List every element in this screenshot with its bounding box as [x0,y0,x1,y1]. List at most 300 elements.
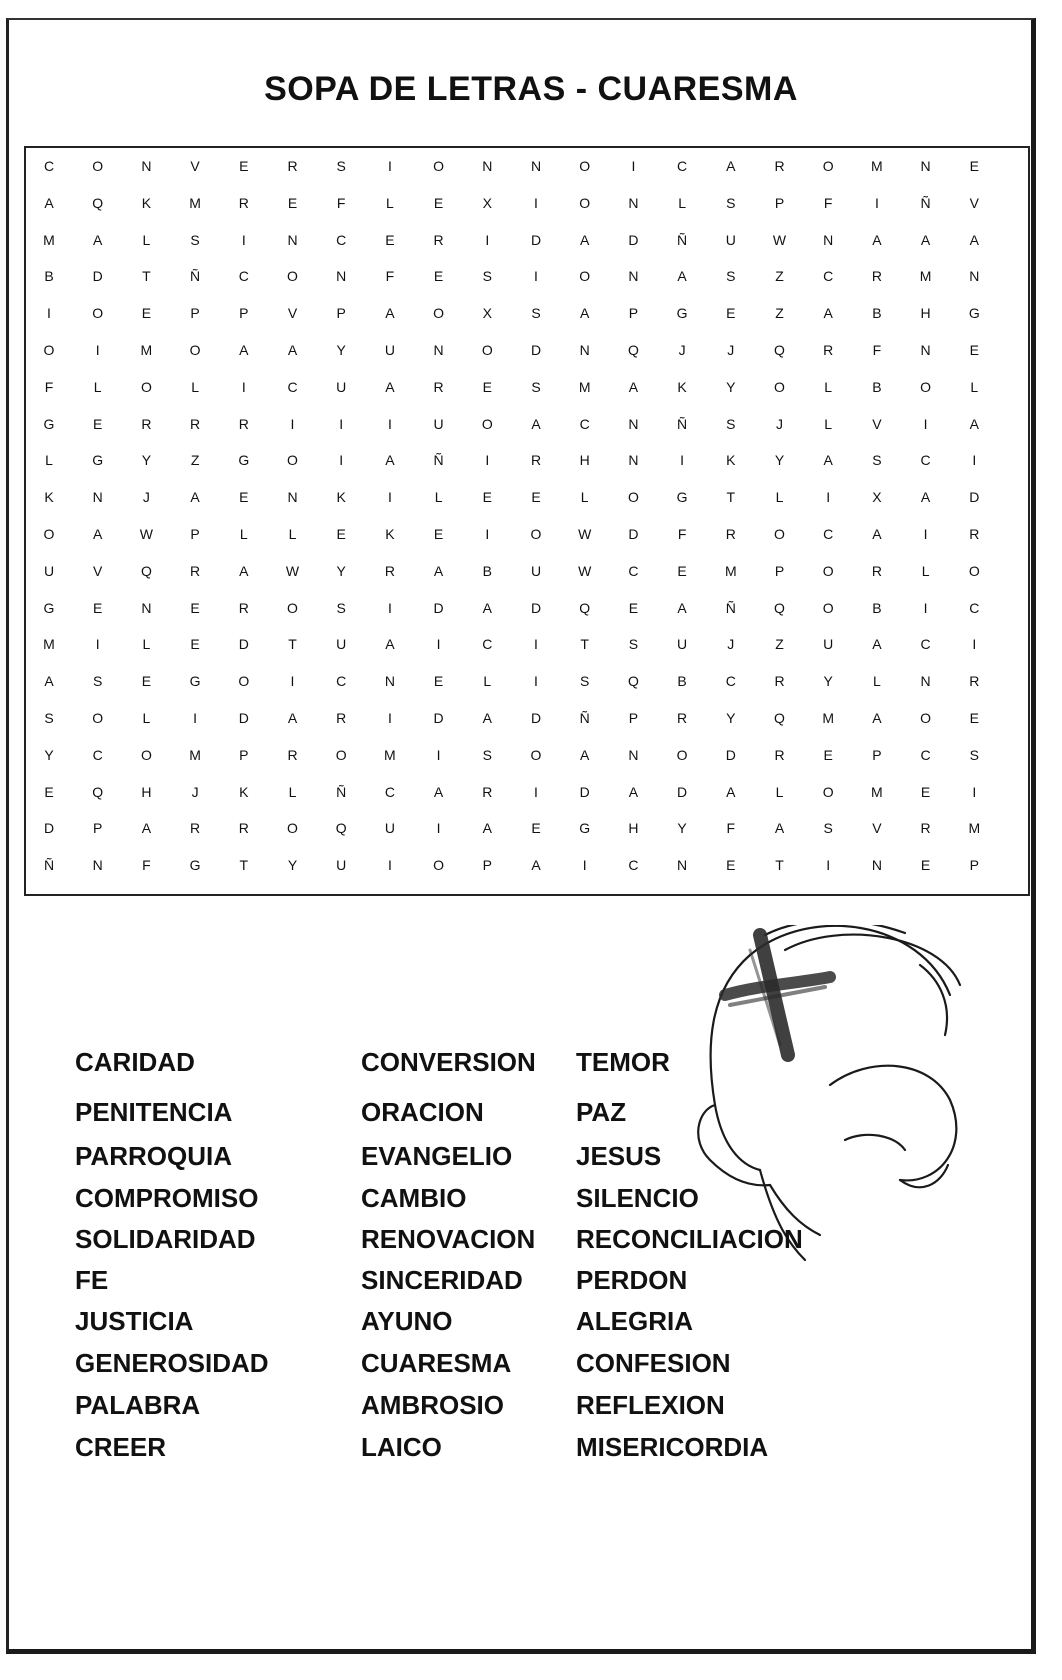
grid-letter: R [530,452,542,469]
grid-letter: I [680,452,685,469]
grid-letter: R [287,746,298,763]
grid-letter: V [93,562,103,579]
grid-letter: I [826,857,831,874]
grid-letter: E [628,599,639,616]
grid-letter: C [920,636,931,653]
grid-letter: S [531,305,541,322]
grid-letter: O [287,820,298,837]
grid-letter: B [677,673,687,690]
grid-letter: O [530,746,542,763]
grid-letter: I [387,489,392,506]
grid-letter: I [387,857,392,874]
search-word: FE [75,1265,109,1295]
grid-letter: D [530,599,542,616]
grid-letter: A [482,710,492,726]
grid-letter: A [433,783,444,800]
grid-letter: S [726,415,736,432]
grid-letter: O [287,599,298,616]
grid-letter: L [872,673,881,690]
letter-grid [24,146,1030,896]
grid-letter: B [482,562,492,579]
grid-letter: O [43,342,55,358]
grid-letter: Q [774,599,785,616]
grid-letter: L [288,783,297,800]
grid-letter: I [387,158,392,174]
search-word: AMBROSIO [361,1390,504,1420]
grid-letter: E [726,305,736,322]
grid-letter: I [387,415,392,432]
grid-letter: U [433,415,444,432]
grid-row [26,156,1028,193]
grid-letter: I [387,710,392,726]
grid-letter: I [826,489,831,506]
grid-letter: K [385,526,395,542]
grid-letter: R [190,820,201,837]
grid-letter: C [336,673,347,690]
grid-letter: N [871,857,882,874]
grid-letter: V [872,820,882,837]
grid-letter: P [190,305,200,322]
grid-letter: O [140,378,152,395]
grid-letter: J [776,415,783,432]
grid-letter: U [384,342,395,358]
grid-letter: Y [774,452,785,469]
grid-letter: E [93,415,103,432]
grid-letter: I [241,378,246,395]
grid-letter: G [968,305,980,322]
grid-letter: O [433,158,445,174]
grid-letter: O [920,378,932,395]
grid-letter: O [335,746,347,763]
grid-letter: Y [287,857,298,874]
grid-letter: C [823,268,834,285]
grid-letter: I [95,636,100,653]
grid-letter: D [43,820,55,837]
grid-letter: I [290,673,295,690]
grid-letter: R [482,783,493,800]
grid-letter: O [822,158,834,174]
grid-letter: R [774,673,785,690]
grid-letter: E [482,378,492,395]
grid-letter: R [336,710,347,726]
grid-letter: Q [627,673,639,690]
grid-row [26,377,1028,414]
grid-letter: U [530,562,542,579]
grid-letter: O [481,342,493,358]
grid-letter: A [823,305,833,322]
grid-letter: X [482,305,492,322]
search-word: ALEGRIA [576,1306,693,1336]
grid-letter: E [482,489,492,506]
grid-letter: R [287,158,298,174]
grid-letter: A [433,562,444,579]
search-word: ORACION [361,1097,484,1127]
grid-letter: Ñ [725,599,736,616]
search-word: TEMOR [576,1047,670,1077]
grid-letter: L [970,378,979,395]
grid-letter: Q [92,783,104,800]
grid-letter: L [93,378,102,395]
grid-letter: X [482,194,492,211]
grid-letter: I [972,452,977,469]
grid-letter: O [140,746,152,763]
grid-letter: A [726,783,736,800]
grid-letter: M [871,158,883,174]
grid-letter: S [969,746,979,763]
grid-letter: S [482,268,492,285]
grid-letter: R [920,820,931,837]
grid-letter: M [724,562,737,579]
grid-letter: R [384,562,395,579]
search-word: JUSTICIA [75,1306,194,1336]
grid-letter: N [92,857,103,874]
grid-letter: D [530,710,542,726]
grid-row [26,193,1028,230]
grid-letter: A [93,526,103,542]
grid-letter: E [239,158,249,174]
grid-letter: N [823,231,834,248]
grid-letter: B [872,599,882,616]
grid-letter: O [530,526,542,542]
grid-letter: E [433,673,444,690]
grid-letter: R [677,710,688,726]
grid-letter: I [387,599,392,616]
grid-letter: N [336,268,347,285]
grid-letter: E [969,710,979,726]
grid-letter: N [920,673,931,690]
grid-letter: P [336,305,346,322]
grid-letter: E [920,783,931,800]
grid-letter: O [774,526,785,542]
grid-letter: Ñ [920,194,931,211]
grid-letter: S [580,673,590,690]
search-word: CUARESMA [361,1348,512,1378]
grid-letter: S [93,673,103,690]
grid-letter: Q [335,820,347,837]
search-word: RECONCILIACION [576,1224,803,1254]
grid-letter: B [872,305,882,322]
grid-letter: R [238,194,249,211]
grid-letter: O [822,562,834,579]
grid-letter: M [968,820,981,837]
grid-letter: U [336,857,347,874]
grid-letter: A [141,820,152,837]
grid-letter: O [92,158,104,174]
grid-letter: E [677,562,687,579]
grid-letter: N [287,489,298,506]
grid-letter: A [385,378,395,395]
search-word: CONFESION [576,1348,731,1378]
grid-row [26,745,1028,782]
grid-letter: A [482,820,492,837]
grid-letter: E [920,857,931,874]
grid-letter: Y [677,820,687,837]
search-word: LAICO [361,1432,442,1462]
grid-letter: C [482,636,493,653]
grid-letter: L [678,194,686,211]
grid-letter: P [872,746,882,763]
grid-letter: U [336,636,347,653]
grid-letter: N [482,158,493,174]
search-word: PERDON [576,1265,688,1295]
grid-letter: S [726,194,736,211]
grid-letter: O [238,673,250,690]
grid-letter: J [727,342,735,358]
grid-letter: V [190,158,200,174]
grid-letter: L [142,710,151,726]
grid-letter: I [874,194,879,211]
grid-letter: I [631,158,636,174]
grid-letter: Z [190,452,200,469]
grid-letter: D [433,599,444,616]
grid-letter: A [628,378,639,395]
grid-letter: A [385,305,395,322]
grid-letter: C [92,746,103,763]
grid-letter: F [336,194,346,211]
grid-letter: Ñ [677,231,688,248]
grid-letter: R [969,673,980,690]
grid-letter: U [725,231,736,248]
grid-letter: R [871,268,882,285]
grid-letter: A [823,452,833,469]
grid-letter: I [534,268,538,285]
grid-letter: I [534,783,538,800]
grid-letter: Ñ [43,857,55,874]
grid-letter: C [384,783,395,800]
grid-letter: N [287,231,298,248]
search-word: PALABRA [75,1390,201,1420]
grid-letter: D [628,231,639,248]
grid-letter: G [189,673,201,690]
grid-letter: R [238,415,249,432]
grid-row [26,414,1028,451]
grid-letter: F [142,857,151,874]
grid-letter: M [43,231,55,248]
grid-letter: Ñ [433,452,444,469]
grid-row [26,671,1028,708]
grid-letter: R [190,415,201,432]
grid-letter: E [433,268,444,285]
grid-letter: O [676,746,688,763]
grid-letter: Y [44,746,54,763]
grid-letter: K [726,452,736,469]
grid-letter: L [580,489,589,506]
grid-letter: M [384,746,396,763]
grid-letter: L [239,526,248,542]
grid-letter: A [482,599,492,616]
search-word: RENOVACION [361,1224,536,1254]
grid-letter: F [44,378,54,395]
grid-letter: N [677,857,688,874]
grid-letter: M [822,710,835,726]
grid-letter: U [384,820,395,837]
grid-letter: O [43,526,55,542]
grid-letter: G [189,857,201,874]
grid-letter: S [628,636,639,653]
grid-row [26,340,1028,377]
grid-letter: E [190,636,200,653]
grid-letter: M [189,194,201,211]
grid-letter: S [336,599,346,616]
grid-letter: V [969,194,979,211]
grid-letter: A [44,673,54,690]
grid-letter: Y [726,378,736,395]
grid-letter: N [969,268,980,285]
grid-letter: C [969,599,980,616]
grid-letter: K [677,378,687,395]
grid-letter: R [141,415,152,432]
grid-letter: F [677,526,687,542]
grid-letter: Ñ [336,783,347,800]
grid-letter: I [95,342,100,358]
grid-letter: E [969,158,979,174]
grid-letter: N [530,158,542,174]
grid-letter: O [579,268,591,285]
grid-letter: O [481,415,493,432]
grid-letter: I [923,599,928,616]
grid-letter: M [43,636,55,653]
grid-letter: E [385,231,395,248]
grid-letter: I [436,820,441,837]
grid-letter: R [238,599,249,616]
grid-letter: T [775,857,784,874]
grid-letter: P [239,746,249,763]
grid-letter: S [823,820,833,837]
search-word: PARROQUIA [75,1141,232,1171]
grid-letter: C [823,526,834,542]
grid-letter: M [871,783,883,800]
grid-letter: E [969,342,979,358]
grid-letter: E [239,489,249,506]
grid-letter: I [534,194,538,211]
grid-letter: L [775,489,784,506]
grid-letter: U [677,636,688,653]
search-word: PENITENCIA [75,1097,233,1127]
grid-letter: N [628,415,639,432]
grid-letter: A [190,489,200,506]
grid-row [26,561,1028,598]
grid-letter: P [628,305,639,322]
grid-letter: S [531,378,541,395]
search-word: JESUS [576,1141,662,1171]
grid-letter: L [921,562,930,579]
search-word: GENEROSIDAD [75,1348,269,1378]
grid-letter: E [823,746,833,763]
grid-letter: Y [336,342,346,358]
grid-letter: I [923,526,928,542]
grid-letter: O [433,857,445,874]
search-word: AYUNO [361,1306,453,1336]
grid-letter: A [385,636,395,653]
grid-letter: S [726,268,736,285]
grid-letter: H [579,452,590,469]
grid-letter: P [190,526,200,542]
grid-row [26,524,1028,561]
grid-letter: Q [627,342,639,358]
grid-letter: G [676,489,688,506]
grid-letter: J [727,636,735,653]
grid-letter: P [628,710,639,726]
grid-letter: A [239,562,249,579]
search-word: CAMBIO [361,1183,467,1213]
grid-letter: N [92,489,103,506]
grid-row [26,634,1028,671]
grid-letter: P [774,562,785,579]
grid-letter: I [534,673,538,690]
grid-letter: Ñ [677,415,688,432]
grid-letter: N [628,268,639,285]
grid-row [26,782,1028,819]
grid-letter: T [239,857,249,874]
grid-letter: N [628,452,639,469]
search-word: CREER [75,1432,167,1462]
grid-letter: H [628,820,639,837]
grid-letter: K [44,489,54,506]
grid-letter: T [142,268,151,285]
grid-letter: L [45,452,53,469]
grid-letter: L [824,415,833,432]
grid-letter: I [193,710,198,726]
grid-letter: A [385,452,395,469]
grid-letter: G [676,305,688,322]
grid-letter: C [43,158,55,174]
grid-letter: A [44,194,54,211]
grid-letter: E [44,783,54,800]
grid-letter: N [384,673,395,690]
grid-letter: D [677,783,688,800]
grid-letter: E [141,673,152,690]
grid-letter: E [531,820,541,837]
grid-letter: X [872,489,882,506]
grid-letter: L [142,231,151,248]
search-word: MISERICORDIA [576,1432,769,1462]
grid-letter: K [239,783,249,800]
grid-letter: O [92,305,104,322]
grid-letter: I [290,415,295,432]
grid-letter: I [339,415,344,432]
grid-letter: I [485,231,490,248]
grid-letter: V [872,415,882,432]
grid-letter: I [47,305,51,322]
grid-letter: V [287,305,298,322]
grid-letter: Y [336,562,346,579]
grid-letter: A [287,710,298,726]
grid-letter: P [239,305,249,322]
grid-letter: C [579,415,590,432]
grid-letter: Ñ [579,710,590,726]
grid-letter: G [43,599,55,616]
grid-letter: E [531,489,541,506]
grid-letter: I [972,636,977,653]
grid-letter: A [677,268,687,285]
grid-letter: O [968,562,980,579]
grid-letter: M [140,342,153,358]
grid-letter: L [385,194,394,211]
grid-letter: Z [775,268,784,285]
grid-letter: C [920,746,931,763]
grid-row [26,708,1028,745]
grid-letter: G [238,452,250,469]
grid-letter: E [287,194,298,211]
grid-letter: S [872,452,882,469]
grid-letter: R [433,231,444,248]
grid-letter: I [241,231,246,248]
grid-letter: R [774,158,785,174]
grid-letter: D [530,231,542,248]
grid-letter: Y [141,452,152,469]
grid-letter: Q [579,599,591,616]
grid-letter: A [580,746,590,763]
